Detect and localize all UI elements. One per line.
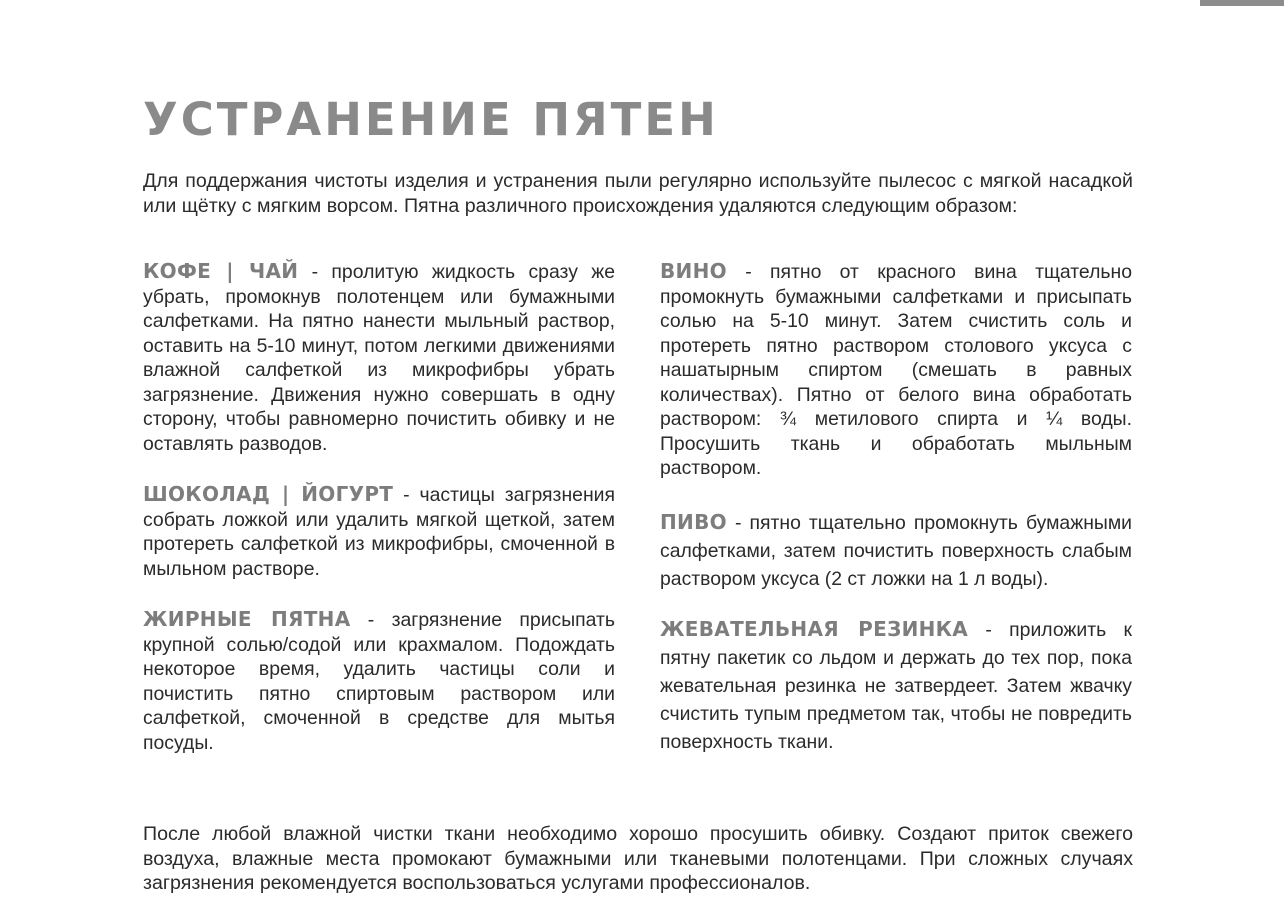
stain-title-wine: ВИНО <box>660 259 727 283</box>
stains-right-column <box>660 259 1132 756</box>
stain-title-coffee-tea: КОФЕ | ЧАЙ <box>143 259 299 283</box>
stain-text-chewing-gum: - приложить к пятну пакетик со льдом и держать до тех пор, пока жевательная резинка не затвердеет. Затем жвачку счистить тупым предметом так, чтобы не повредить поверхность ткани. <box>660 618 1132 753</box>
stain-title-chewing-gum: ЖЕВАТЕЛЬНАЯ РЕЗИНКА <box>660 616 969 641</box>
stain-title-grease: ЖИРНЫЕ ПЯТНА <box>143 607 351 631</box>
outro-paragraph: После любой влажной чистки ткани необходимо хорошо просушить обивку. Создают приток свежего воздуха, влажные места промокают бумажными или тканевыми полотенцами. При сложных случаях загрязнения рекомендуется воспользоваться услугами профессионалов. <box>143 823 1133 894</box>
stain-wine <box>660 259 1132 481</box>
stain-text-beer: - пятно тщательно промокнуть бумажными салфетками, затем почистить поверхность слабым раствором уксуса (2 ст ложки на 1 л воды). <box>660 511 1132 590</box>
page-title: УСТРАНЕНИЕ ПЯТЕН <box>143 93 719 146</box>
corner-accent-bar <box>1200 0 1284 6</box>
stain-title-beer: ПИВО <box>660 509 727 534</box>
stain-chocolate-yogurt <box>143 482 615 581</box>
stain-text-chocolate-yogurt: - частицы загрязнения собрать ложкой или удалить мягкой щеткой, затем протереть салфеткой из микрофибры, смоченной в мыльном растворе. <box>143 484 615 580</box>
intro-paragraph: Для поддержания чистоты изделия и устранения пыли регулярно используйте пылесос с мягкой насадкой или щётку с мягким ворсом. Пятна различного происхождения удаляются следующим образом: <box>143 170 1133 217</box>
stain-grease <box>143 607 615 755</box>
stain-title-chocolate-yogurt: ШОКОЛАД | ЙОГУРТ <box>143 482 394 506</box>
stain-coffee-tea <box>143 259 615 456</box>
stain-chewing-gum <box>660 615 1132 756</box>
stain-text-coffee-tea: - пролитую жидкость сразу же убрать, промокнув полотенцем или бумажными салфетками. На пятно нанести мыльный раствор, оставить на 5-10 минут, потом легкими движениями влажной салфеткой из микрофибры убрать загрязнение. Движения нужно совершать в одну сторону, чтобы равномерно почистить обивку и не оставлять разводов. <box>143 261 615 455</box>
stains-left-column <box>143 259 615 755</box>
stain-beer <box>660 508 1132 593</box>
stain-text-grease: - загрязнение присыпать крупной солью/содой или крахмалом. Подождать некоторое время, удалить частицы соли и почистить пятно спиртовым раствором или салфеткой, смоченной в средстве для мытья посуды. <box>143 609 615 754</box>
stain-text-wine: - пятно от красного вина тщательно промокнуть бумажными салфетками и присыпать солью на 5-10 минут. Затем счистить соль и протереть пятно раствором столового уксуса с нашатырным спиртом (смешать в равных количествах). Пятно от белого вина обработать раствором: ¾ метилового спирта и ¼ воды. Просушить ткань и обработать мыльным раствором. <box>660 261 1132 479</box>
